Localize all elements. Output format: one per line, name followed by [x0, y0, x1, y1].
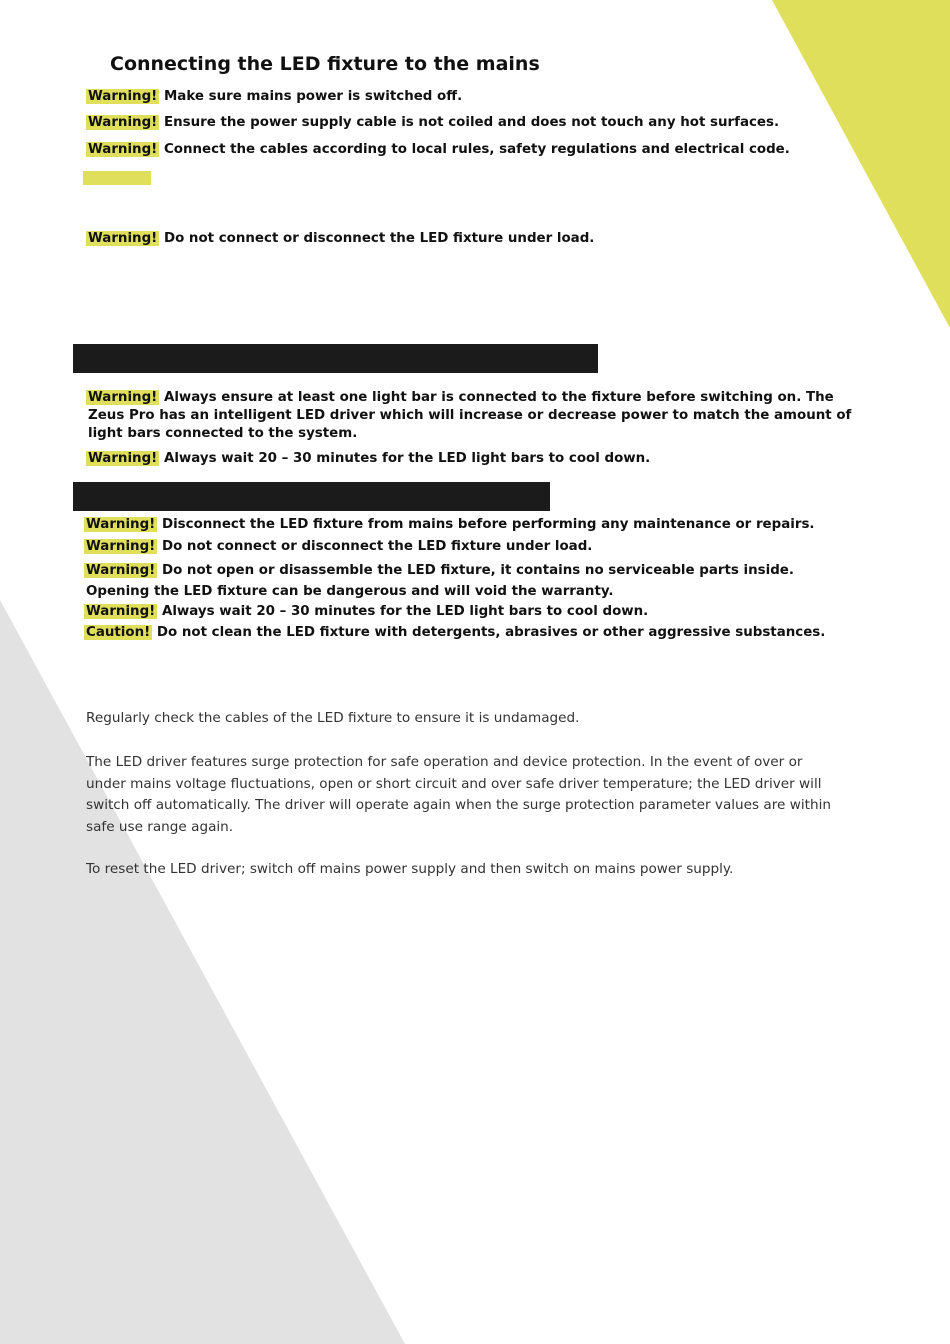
warning-line: [86, 560, 856, 602]
body-paragraph: The LED driver features surge protection for safe operation and device protection. In the event of over or under mains voltage fluctuations, open or short circuit and over safe driver temperature; the LED driver will switch off automatically. The driver will operate again when the surge protection parameter values are within safe use range again.: [86, 754, 831, 835]
warning-label: Warning!: [86, 604, 156, 619]
warning-line: [88, 141, 790, 159]
warning-text: Disconnect the LED fixture from mains before performing any maintenance or repairs.: [161, 517, 815, 532]
yellow-triangle-decoration: [772, 0, 950, 328]
warning-text: Connect the cables according to local rules, safety regulations and electrical code.: [163, 142, 790, 157]
warning-label: Warning!: [86, 563, 156, 578]
caution-text: Do not clean the LED fixture with detergents, abrasives or other aggressive substances.: [156, 625, 826, 640]
warning-text: Do not connect or disconnect the LED fixture under load.: [163, 231, 595, 246]
warning-label: Warning!: [88, 390, 158, 405]
warning-line: [88, 389, 863, 443]
warning-line: [86, 516, 815, 534]
warning-text: Always wait 20 – 30 minutes for the LED light bars to cool down.: [163, 451, 651, 466]
warning-text: Always ensure at least one light bar is connected to the fixture before switching on. The Zeus Pro has an intelligent LED driver which will increase or decrease power to match the amount of light bars connected to the system.: [88, 390, 852, 441]
warning-label: Warning!: [88, 451, 158, 466]
warning-label: Warning!: [86, 539, 156, 554]
section-heading-bar: [73, 344, 598, 373]
warning-text: Ensure the power supply cable is not coiled and does not touch any hot surfaces.: [163, 115, 780, 130]
caution-line: [86, 624, 825, 642]
warning-line: [86, 538, 592, 556]
warning-text: Make sure mains power is switched off.: [163, 89, 463, 104]
warning-text: Do not connect or disconnect the LED fixture under load.: [161, 539, 593, 554]
section-heading: Connecting the LED fixture to the mains: [110, 53, 540, 75]
warning-text: Do not open or disassemble the LED fixture, it contains no serviceable parts inside. Opening the LED fixture can be dangerous and will void the warranty.: [86, 563, 794, 599]
section-heading-bar: [73, 482, 550, 511]
warning-label: Warning!: [88, 115, 158, 130]
warning-line: [88, 230, 594, 248]
body-paragraph: Regularly check the cables of the LED fixture to ensure it is undamaged.: [86, 710, 580, 726]
warning-line: [88, 450, 650, 468]
caution-label: Caution!: [86, 625, 151, 640]
body-paragraph: To reset the LED driver; switch off mains power supply and then switch on mains power supply.: [86, 861, 734, 877]
warning-text: Always wait 20 – 30 minutes for the LED light bars to cool down.: [161, 604, 649, 619]
warning-label: Warning!: [88, 231, 158, 246]
warning-line: [86, 603, 648, 621]
highlight-marker: [83, 171, 151, 185]
warning-label: Warning!: [86, 517, 156, 532]
warning-line: [88, 114, 779, 132]
warning-line: [88, 88, 462, 106]
warning-label: Warning!: [88, 142, 158, 157]
warning-label: Warning!: [88, 89, 158, 104]
